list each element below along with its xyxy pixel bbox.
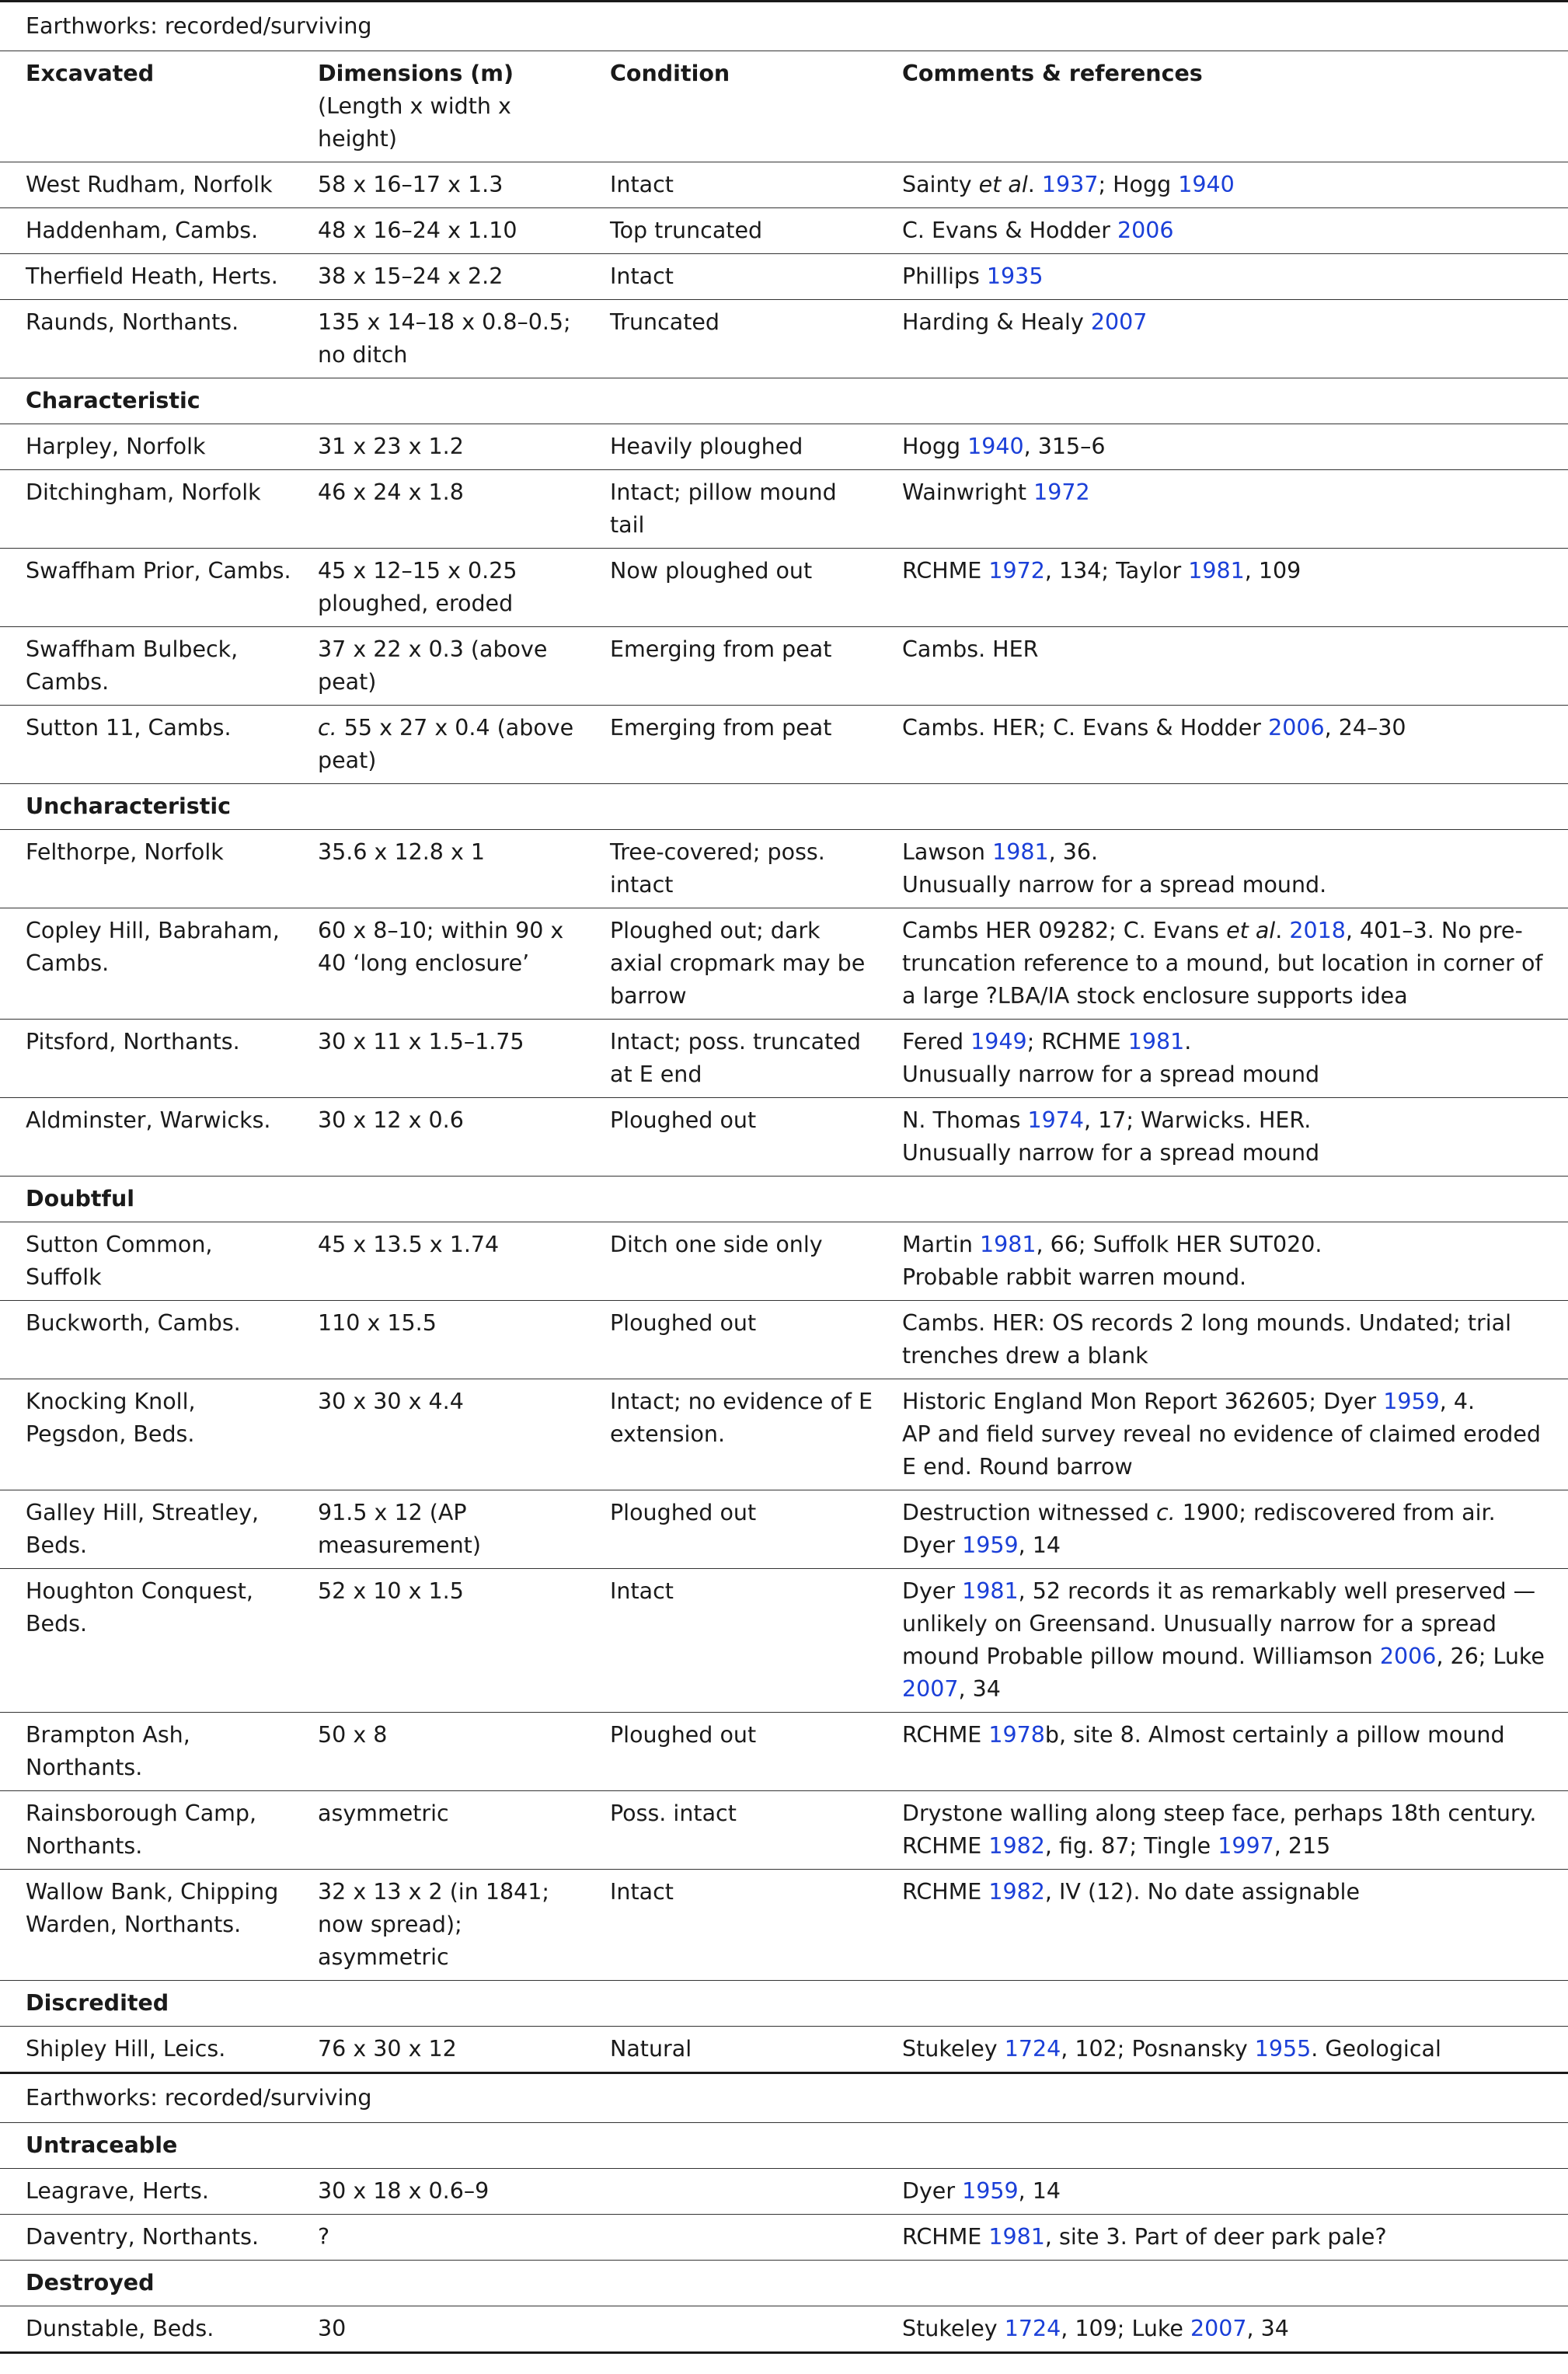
comments-cell [876, 2169, 1568, 2215]
header-excavated: Excavated [0, 51, 292, 162]
text-fragment: Unusually narrow for a spread mound [902, 1140, 1320, 1166]
condition-cell: Ploughed out [584, 1301, 876, 1379]
section-label: Untraceable [0, 2123, 1568, 2169]
reference-year-link[interactable]: 2006 [1379, 1644, 1437, 1669]
reference-year-link[interactable]: 2007 [902, 1676, 959, 1702]
text-fragment: ; Hogg [1098, 172, 1179, 197]
text-fragment: , 102; Posnansky [1061, 2036, 1255, 2062]
comments-cell [876, 1379, 1568, 1490]
table-row [0, 627, 1568, 706]
condition-cell: Emerging from peat [584, 706, 876, 784]
reference-year-link[interactable]: 1935 [986, 263, 1044, 289]
text-fragment: Unusually narrow for a spread mound. [902, 872, 1327, 898]
header-comments: Comments & references [876, 51, 1568, 162]
site-name-cell: Felthorpe, Norfolk [0, 830, 292, 908]
text-fragment: , 109; Luke [1061, 2316, 1190, 2341]
comments-cell [876, 1490, 1568, 1569]
text-fragment: Stukeley [902, 2036, 1005, 2062]
reference-year-link[interactable]: 1959 [962, 1532, 1019, 1558]
condition-cell: Intact [584, 254, 876, 300]
reference-year-link[interactable]: 1959 [962, 2178, 1019, 2204]
condition-cell: Natural [584, 2027, 876, 2073]
comments-cell [876, 2027, 1568, 2073]
comments-cell [876, 254, 1568, 300]
text-fragment: , 4. [1439, 1389, 1476, 1414]
dimensions-cell: 30 x 12 x 0.6 [292, 1098, 584, 1177]
dimensions-cell: 32 x 13 x 2 (in 1841; now spread); asymmetric [292, 1870, 584, 1981]
site-name-cell: Knocking Knoll, Pegsdon, Beds. [0, 1379, 292, 1490]
site-name-cell: Harpley, Norfolk [0, 424, 292, 470]
text-fragment: , IV (12). No date assignable [1044, 1879, 1360, 1905]
site-name-cell: Daventry, Northants. [0, 2215, 292, 2261]
header-condition: Condition [584, 51, 876, 162]
italic-text: et al [1226, 918, 1276, 943]
condition-cell: Intact [584, 1870, 876, 1981]
condition-cell: Tree-covered; poss. intact [584, 830, 876, 908]
condition-cell: Ploughed out [584, 1713, 876, 1791]
reference-year-link[interactable]: 1972 [988, 558, 1045, 584]
text-fragment: , 315–6 [1023, 434, 1106, 459]
comments-cell [876, 2215, 1568, 2261]
reference-year-link[interactable]: 1981 [992, 839, 1049, 865]
condition-cell [584, 2215, 876, 2261]
comments-cell [876, 162, 1568, 208]
text-fragment: . [1184, 1029, 1192, 1055]
table-row [0, 300, 1568, 378]
text-fragment: , 66; Suffolk HER SUT020. [1036, 1232, 1322, 1257]
site-name-cell: Shipley Hill, Leics. [0, 2027, 292, 2073]
text-fragment: . [1027, 172, 1042, 197]
italic-text: c. [318, 715, 337, 741]
text-fragment: , 26; Luke [1436, 1644, 1545, 1669]
text-fragment: . Geological [1311, 2036, 1441, 2062]
header-dimensions [292, 51, 584, 162]
text-fragment: , fig. 87; Tingle [1044, 1833, 1218, 1859]
text-fragment: RCHME [902, 1722, 989, 1748]
site-name-cell: Copley Hill, Babraham, Cambs. [0, 908, 292, 1020]
condition-cell: Intact [584, 162, 876, 208]
table-row [0, 1020, 1568, 1098]
dimensions-cell: 135 x 14–18 x 0.8–0.5; no ditch [292, 300, 584, 378]
text-fragment: , 36. [1048, 839, 1099, 865]
condition-cell: Intact [584, 1569, 876, 1713]
table-row [0, 1791, 1568, 1870]
text-fragment: , 34 [958, 1676, 1001, 1702]
dimensions-cell: 50 x 8 [292, 1713, 584, 1791]
text-fragment: N. Thomas [902, 1107, 1028, 1133]
section-row [0, 2261, 1568, 2306]
dimensions-cell: 30 x 11 x 1.5–1.75 [292, 1020, 584, 1098]
text-fragment: . [1275, 918, 1290, 943]
section-row [0, 1177, 1568, 1222]
comments-cell [876, 908, 1568, 1020]
table-row [0, 1379, 1568, 1490]
comments-cell [876, 627, 1568, 706]
dimensions-cell: 76 x 30 x 12 [292, 2027, 584, 2073]
table-row [0, 1870, 1568, 1981]
dimensions-cell: 58 x 16–17 x 1.3 [292, 162, 584, 208]
reference-year-link[interactable]: 1981 [980, 1232, 1037, 1257]
table-row [0, 908, 1568, 1020]
dimensions-cell: 110 x 15.5 [292, 1301, 584, 1379]
reference-year-link[interactable]: 1974 [1027, 1107, 1085, 1133]
table-row [0, 2169, 1568, 2215]
reference-year-link[interactable]: 1940 [1178, 172, 1235, 197]
reference-year-link[interactable]: 1724 [1004, 2036, 1061, 2062]
text-fragment: 55 x 27 x 0.4 (above peat) [318, 715, 574, 773]
condition-cell: Intact; pillow mound tail [584, 470, 876, 549]
site-name-cell: Galley Hill, Streatley, Beds. [0, 1490, 292, 1569]
dimensions-cell: 38 x 15–24 x 2.2 [292, 254, 584, 300]
text-fragment: , 17; Warwicks. HER. [1084, 1107, 1312, 1133]
comments-cell [876, 300, 1568, 378]
dimensions-cell: 48 x 16–24 x 1.10 [292, 208, 584, 254]
table-caption-row [0, 2073, 1568, 2123]
text-fragment: , 215 [1274, 1833, 1331, 1859]
table-row [0, 1301, 1568, 1379]
reference-year-link[interactable]: 1955 [1254, 2036, 1312, 2062]
site-name-cell: West Rudham, Norfolk [0, 162, 292, 208]
table-row [0, 254, 1568, 300]
condition-cell: Poss. intact [584, 1791, 876, 1870]
dimensions-cell: 46 x 24 x 1.8 [292, 470, 584, 549]
text-fragment: Wainwright [902, 479, 1034, 505]
text-fragment: Unusually narrow for a spread mound [902, 1062, 1320, 1087]
site-name-cell: Raunds, Northants. [0, 300, 292, 378]
condition-cell [584, 2306, 876, 2353]
text-fragment: , site 3. Part of deer park pale? [1044, 2224, 1387, 2250]
condition-cell: Now ploughed out [584, 549, 876, 627]
text-fragment: 1900; rediscovered from air. Dyer [902, 1500, 1496, 1558]
dimensions-cell: 52 x 10 x 1.5 [292, 1569, 584, 1713]
table-header-row [0, 51, 1568, 162]
reference-year-link[interactable]: 1997 [1218, 1833, 1274, 1859]
dimensions-cell: 30 x 18 x 0.6–9 [292, 2169, 584, 2215]
comments-cell [876, 1791, 1568, 1870]
text-fragment: Historic England Mon Report 362605; Dyer [902, 1389, 1384, 1414]
table-row [0, 2306, 1568, 2353]
comments-cell [876, 1569, 1568, 1713]
text-fragment: , 14 [1018, 2178, 1061, 2204]
text-fragment: , 14 [1018, 1532, 1061, 1558]
site-name-cell: Swaffham Prior, Cambs. [0, 549, 292, 627]
text-fragment: Cambs. HER: OS records 2 long mounds. Undated; trial trenches drew a blank [902, 1310, 1512, 1368]
condition-cell: Ploughed out; dark axial cropmark may be barrow [584, 908, 876, 1020]
table-row [0, 1569, 1568, 1713]
comments-cell [876, 830, 1568, 908]
text-fragment: Cambs HER 09282; C. Evans [902, 918, 1227, 943]
table-row [0, 1098, 1568, 1177]
text-fragment: AP and field survey reveal no evidence of claimed eroded E end. Round barrow [902, 1421, 1541, 1480]
text-fragment: , 24–30 [1324, 715, 1406, 741]
table-row [0, 2215, 1568, 2261]
text-fragment: Drystone walling along steep face, perhaps 18th century. RCHME [902, 1801, 1537, 1859]
reference-year-link[interactable]: 1982 [988, 1879, 1045, 1905]
section-label: Characteristic [0, 378, 1568, 424]
table-row [0, 1490, 1568, 1569]
text-fragment: Lawson [902, 839, 993, 865]
comments-cell [876, 1713, 1568, 1791]
dimensions-cell: 30 x 30 x 4.4 [292, 1379, 584, 1490]
condition-cell [584, 2169, 876, 2215]
comments-cell [876, 1098, 1568, 1177]
site-name-cell: Houghton Conquest, Beds. [0, 1569, 292, 1713]
dimensions-cell: 60 x 8–10; within 90 x 40 ‘long enclosure’ [292, 908, 584, 1020]
text-fragment: Dyer [902, 2178, 963, 2204]
text-fragment: Hogg [902, 434, 968, 459]
text-fragment: , 401–3. No pre-truncation reference to a mound, but location in corner of a large ?LBA/IA stock enclosure supports idea [902, 918, 1543, 1009]
italic-text: et al [978, 172, 1028, 197]
text-fragment: Probable rabbit warren mound. [902, 1264, 1247, 1290]
comments-cell [876, 1301, 1568, 1379]
site-name-cell: Brampton Ash, Northants. [0, 1713, 292, 1791]
table-caption: Earthworks: recorded/surviving [0, 2, 1568, 51]
site-name-cell: Sutton 11, Cambs. [0, 706, 292, 784]
reference-year-link[interactable]: 1972 [1033, 479, 1090, 505]
section-row [0, 1981, 1568, 2027]
condition-cell: Heavily ploughed [584, 424, 876, 470]
text-fragment: RCHME [902, 558, 989, 584]
reference-year-link[interactable]: 1937 [1041, 172, 1099, 197]
reference-year-link[interactable]: 1940 [967, 434, 1024, 459]
condition-cell: Intact; no evidence of E extension. [584, 1379, 876, 1490]
text-fragment: RCHME [902, 2224, 989, 2250]
header-dimensions-sub: (Length x width x height) [318, 93, 511, 152]
section-label: Uncharacteristic [0, 784, 1568, 830]
section-row [0, 2123, 1568, 2169]
dimensions-cell: 45 x 13.5 x 1.74 [292, 1222, 584, 1301]
reference-year-link[interactable]: 2007 [1190, 2316, 1247, 2341]
condition-cell: Ploughed out [584, 1098, 876, 1177]
dimensions-cell [292, 706, 584, 784]
text-fragment: Sainty [902, 172, 979, 197]
text-fragment: Destruction witnessed [902, 1500, 1156, 1525]
text-fragment: RCHME [902, 1879, 989, 1905]
reference-year-link[interactable]: 1724 [1004, 2316, 1061, 2341]
text-fragment: ; RCHME [1026, 1029, 1128, 1055]
reference-year-link[interactable]: 1981 [962, 1578, 1019, 1604]
section-label: Discredited [0, 1981, 1568, 2027]
site-name-cell: Dunstable, Beds. [0, 2306, 292, 2353]
site-name-cell: Swaffham Bulbeck, Cambs. [0, 627, 292, 706]
table-row [0, 424, 1568, 470]
reference-year-link[interactable]: 1959 [1383, 1389, 1440, 1414]
text-fragment: Phillips [902, 263, 987, 289]
reference-year-link[interactable]: 2007 [1090, 309, 1148, 335]
dimensions-cell: 37 x 22 x 0.3 (above peat) [292, 627, 584, 706]
table-body [0, 162, 1568, 2353]
header-dimensions-label: Dimensions (m) [318, 61, 514, 86]
table-row [0, 208, 1568, 254]
reference-year-link[interactable]: 2018 [1289, 918, 1346, 943]
text-fragment: Dyer [902, 1578, 963, 1604]
condition-cell: Top truncated [584, 208, 876, 254]
table-caption: Earthworks: recorded/surviving [0, 2073, 1568, 2123]
section-label: Doubtful [0, 1177, 1568, 1222]
reference-year-link[interactable]: 1949 [970, 1029, 1027, 1055]
table-row [0, 549, 1568, 627]
site-name-cell: Sutton Common, Suffolk [0, 1222, 292, 1301]
site-name-cell: Wallow Bank, Chipping Warden, Northants. [0, 1870, 292, 1981]
dimensions-cell: 30 [292, 2306, 584, 2353]
section-row [0, 784, 1568, 830]
text-fragment: Cambs. HER; C. Evans & Hodder [902, 715, 1269, 741]
dimensions-cell: 31 x 23 x 1.2 [292, 424, 584, 470]
comments-cell [876, 1222, 1568, 1301]
comments-cell [876, 706, 1568, 784]
reference-year-link[interactable]: 1981 [1127, 1029, 1185, 1055]
dimensions-cell: ? [292, 2215, 584, 2261]
condition-cell: Emerging from peat [584, 627, 876, 706]
table-row [0, 830, 1568, 908]
site-name-cell: Haddenham, Cambs. [0, 208, 292, 254]
text-fragment: C. Evans & Hodder [902, 218, 1117, 243]
table-row [0, 2027, 1568, 2073]
text-fragment: Stukeley [902, 2316, 1005, 2341]
condition-cell: Ploughed out [584, 1490, 876, 1569]
site-name-cell: Therfield Heath, Herts. [0, 254, 292, 300]
comments-cell [876, 1020, 1568, 1098]
site-name-cell: Ditchingham, Norfolk [0, 470, 292, 549]
table-row [0, 1713, 1568, 1791]
text-fragment: b, site 8. Almost certainly a pillow mound [1044, 1722, 1505, 1748]
comments-cell [876, 2306, 1568, 2353]
text-fragment: Fered [902, 1029, 971, 1055]
site-name-cell: Aldminster, Warwicks. [0, 1098, 292, 1177]
comments-cell [876, 208, 1568, 254]
condition-cell: Intact; poss. truncated at E end [584, 1020, 876, 1098]
site-name-cell: Leagrave, Herts. [0, 2169, 292, 2215]
comments-cell [876, 424, 1568, 470]
text-fragment: , 34 [1246, 2316, 1289, 2341]
dimensions-cell: 45 x 12–15 x 0.25 ploughed, eroded [292, 549, 584, 627]
table-row [0, 706, 1568, 784]
comments-cell [876, 549, 1568, 627]
italic-text: c. [1156, 1500, 1176, 1525]
reference-year-link[interactable]: 2006 [1117, 218, 1174, 243]
reference-year-link[interactable]: 1982 [988, 1833, 1045, 1859]
site-name-cell: Pitsford, Northants. [0, 1020, 292, 1098]
table-row [0, 1222, 1568, 1301]
condition-cell: Truncated [584, 300, 876, 378]
text-fragment: Harding & Healy [902, 309, 1091, 335]
text-fragment: Cambs. HER [902, 636, 1039, 662]
reference-year-link[interactable]: 1978 [988, 1722, 1045, 1748]
comments-cell [876, 1870, 1568, 1981]
text-fragment: , 109 [1244, 558, 1301, 584]
reference-year-link[interactable]: 1981 [988, 2224, 1045, 2250]
condition-cell: Ditch one side only [584, 1222, 876, 1301]
text-fragment: Martin [902, 1232, 980, 1257]
dimensions-cell: asymmetric [292, 1791, 584, 1870]
dimensions-cell: 35.6 x 12.8 x 1 [292, 830, 584, 908]
site-name-cell: Buckworth, Cambs. [0, 1301, 292, 1379]
table-row [0, 162, 1568, 208]
reference-year-link[interactable]: 1981 [1188, 558, 1245, 584]
text-fragment: , 52 records it as remarkably well preserved — unlikely on Greensand. Unusually narrow for a spread mound Probable pillow mound. Williamson [902, 1578, 1536, 1669]
reference-year-link[interactable]: 2006 [1268, 715, 1325, 741]
table-caption-row [0, 2, 1568, 51]
text-fragment: , 134; Taylor [1044, 558, 1189, 584]
table-row [0, 470, 1568, 549]
section-row [0, 378, 1568, 424]
section-label: Destroyed [0, 2261, 1568, 2306]
site-name-cell: Rainsborough Camp, Northants. [0, 1791, 292, 1870]
dimensions-cell: 91.5 x 12 (AP measurement) [292, 1490, 584, 1569]
comments-cell [876, 470, 1568, 549]
